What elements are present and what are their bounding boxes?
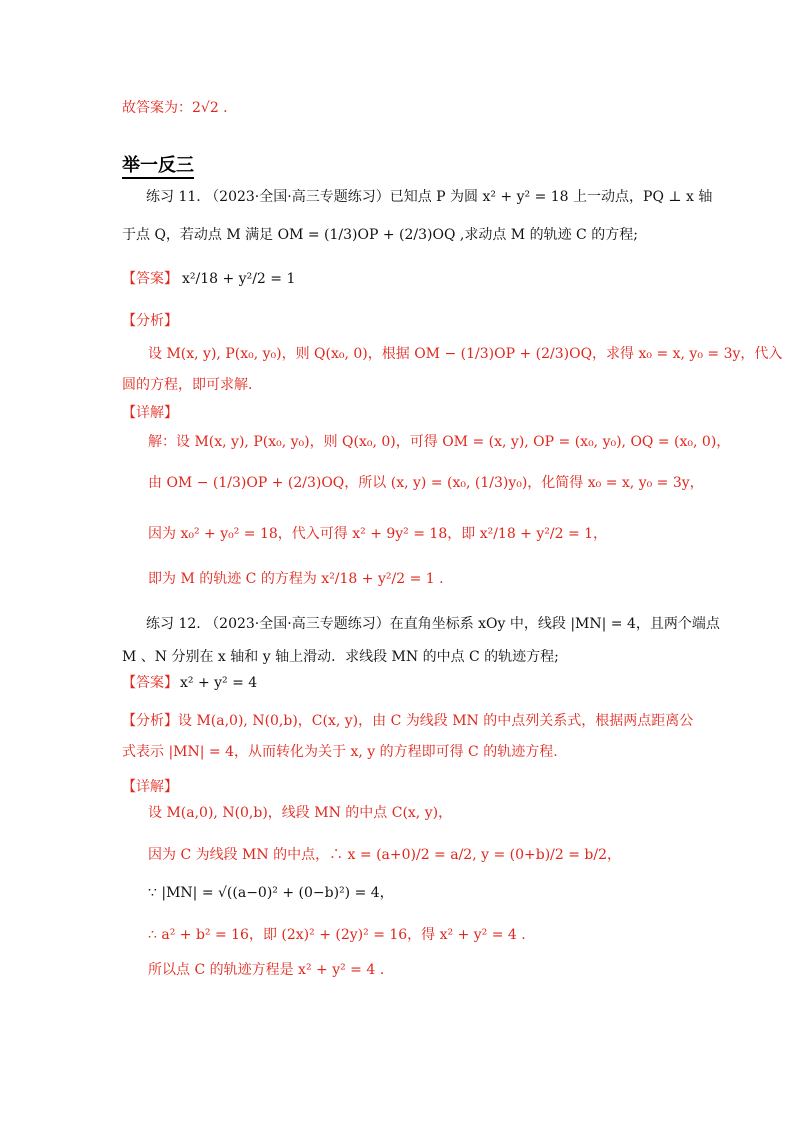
ex11-detail-line-1: 解：设 M(x, y), P(x₀, y₀)，则 Q(x₀, 0)，可得 OM = (x, y), OP = (x₀, y₀), OQ = (x₀, 0)，: [148, 434, 731, 450]
ex11-answer: x²/18 + y²/2 = 1: [182, 271, 296, 287]
ex12-detail-line-2: 因为 C 为线段 MN 的中点，∴ x = (a+0)/2 = a/2, y = (0+b)/2 = b/2，: [148, 847, 622, 863]
ex11-detail-line-4: 即为 M 的轨迹 C 的方程为 x²/18 + y²/2 = 1 .: [148, 571, 444, 587]
ex11-answer-label: 【答案】: [122, 271, 178, 287]
ex11-detail-line-3: 因为 x₀² + y₀² = 18，代入可得 x² + 9y² = 18，即 x²/18 + y²/2 = 1，: [148, 526, 608, 542]
ex12-detail-label: 【详解】: [122, 779, 178, 795]
ex12-analysis-label: 【分析】: [122, 713, 178, 729]
ex12-analysis-line-1: 设 M(a,0), N(0,b)，C(x, y)，由 C 为线段 MN 的中点列关系式，根据两点距离公: [178, 713, 694, 729]
ex12-detail-line-5: 所以点 C 的轨迹方程是 x² + y² = 4 .: [148, 962, 385, 978]
exercise-12-line-1: 练习 12. （2023·全国·高三专题练习）在直角坐标系 xOy 中，线段 |MN| = 4，且两个端点: [146, 616, 720, 632]
ex11-analysis-label: 【分析】: [122, 313, 178, 329]
exercise-11-line-2: 于点 Q，若动点 M 满足 OM = (1/3)OP + (2/3)OQ ,求动点 M 的轨迹 C 的方程;: [122, 227, 638, 243]
ex12-detail-line-4: ∴ a² + b² = 16，即 (2x)² + (2y)² = 16，得 x² + y² = 4 .: [148, 927, 526, 943]
exercise-11-line-1: 练习 11. （2023·全国·高三专题练习）已知点 P 为圆 x² + y² = 18 上一动点，PQ ⊥ x 轴: [146, 189, 713, 205]
ex12-answer-label: 【答案】: [122, 675, 178, 691]
prev-answer-line: 故答案为：2√2 .: [122, 100, 228, 116]
exercise-12-line-2: M 、N 分别在 x 轴和 y 轴上滑动．求线段 MN 的中点 C 的轨迹方程;: [122, 649, 559, 665]
ex11-detail-label: 【详解】: [122, 405, 178, 421]
section-title: 举一反三: [122, 155, 194, 179]
ex12-detail-line-3: ∵ |MN| = √((a−0)² + (0−b)²) = 4，: [148, 885, 394, 901]
ex11-analysis-line-1: 设 M(x, y), P(x₀, y₀)，则 Q(x₀, 0)，根据 OM − (1/3)OP + (2/3)OQ，求得 x₀ = x, y₀ = 3y，代入: [148, 346, 783, 362]
ex12-answer: x² + y² = 4: [180, 675, 258, 691]
ex11-analysis-line-2: 圆的方程，即可求解.: [122, 377, 253, 393]
ex12-detail-line-1: 设 M(a,0), N(0,b)，线段 MN 的中点 C(x, y)，: [148, 805, 453, 821]
ex12-analysis-line-2: 式表示 |MN| = 4，从而转化为关于 x, y 的方程即可得 C 的轨迹方程.: [122, 744, 558, 760]
ex11-detail-line-2: 由 OM − (1/3)OP + (2/3)OQ，所以 (x, y) = (x₀, (1/3)y₀)，化简得 x₀ = x, y₀ = 3y，: [148, 475, 704, 491]
